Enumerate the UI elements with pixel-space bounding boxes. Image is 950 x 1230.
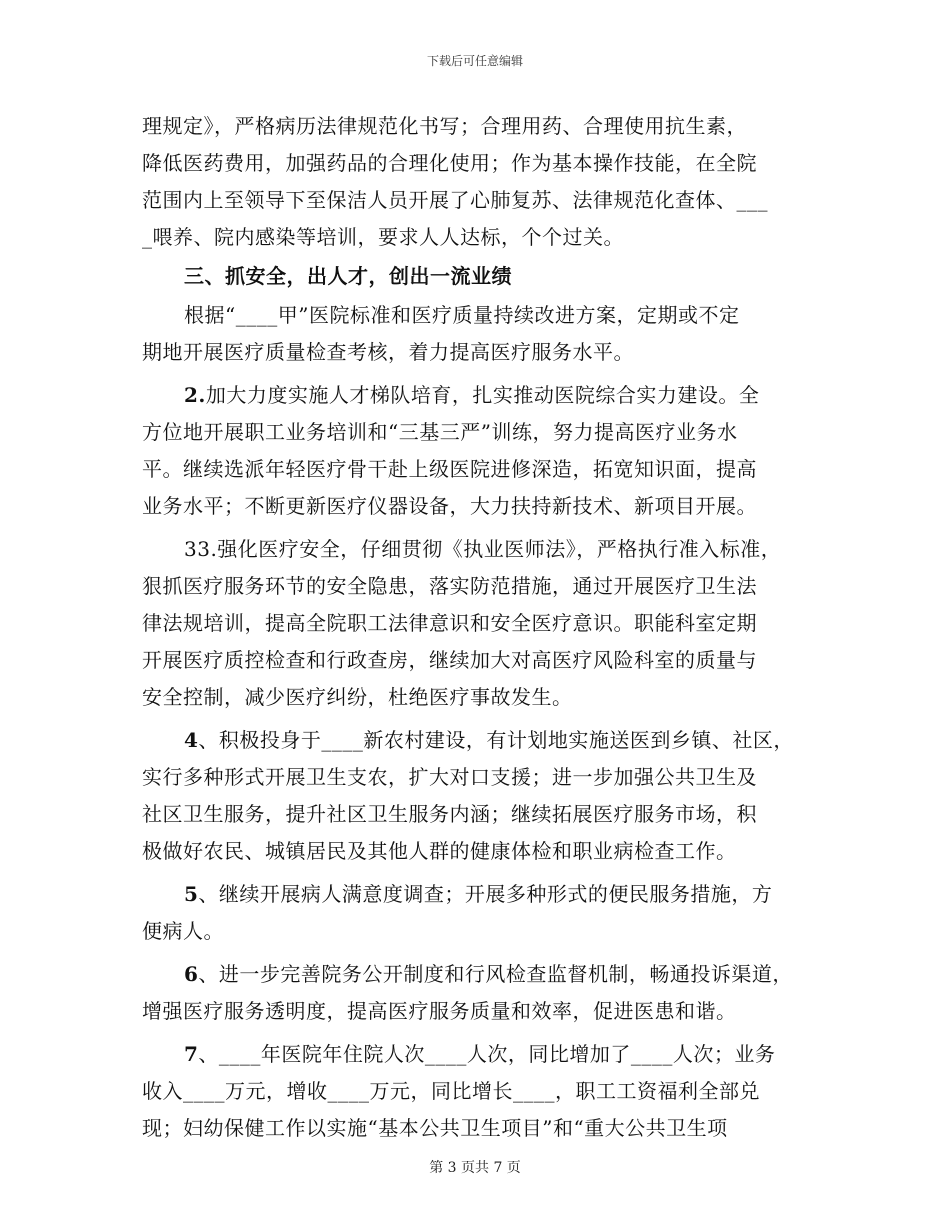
paragraph-continuation <box>142 108 808 256</box>
text-line: 实行多种形式开展卫生支农，扩大对口支援；进一步加强公共卫生及 <box>142 765 757 789</box>
text-line <box>142 722 808 759</box>
document-body <box>142 108 808 1147</box>
paragraph-standards <box>142 297 808 371</box>
paragraph-item-4 <box>142 722 808 870</box>
text-line: 安全控制，减少医疗纠纷，杜绝医疗事故发生。 <box>142 685 573 709</box>
text-line: _喂养、院内感染等培训，要求人人达标，个个过关。 <box>142 225 624 249</box>
paragraph-item-5 <box>142 876 808 950</box>
item-number: 6 <box>184 962 199 986</box>
text-line <box>142 956 808 993</box>
paragraph-item-3 <box>142 531 808 716</box>
text-line: 业务水平；不断更新医疗仪器设备，大力扶持新技术、新项目开展。 <box>142 494 757 518</box>
item-text: 、进一步完善院务公开制度和行风检查监督机制，畅通投诉渠道， <box>198 962 793 986</box>
text-line: 社区卫生服务，提升社区卫生服务内涵；继续拓展医疗服务市场，积 <box>142 802 757 826</box>
item-number: 2. <box>184 383 206 407</box>
header-note: 下载后可任意编辑 <box>426 54 523 68</box>
text-line: 增强医疗服务透明度，提高医疗服务质量和效率，促进医患和谐。 <box>142 999 737 1023</box>
text-line: 收入____万元，增收____万元，同比增长____，职工工资福利全部兑 <box>142 1079 760 1103</box>
text-line: 平。继续选派年轻医疗骨干赴上级医院进修深造，拓宽知识面，提高 <box>142 457 757 481</box>
text-line: 极做好农民、城镇居民及其他人群的健康体检和职业病检查工作。 <box>142 839 737 863</box>
item-text: 、继续开展病人满意度调查；开展多种形式的便民服务措施，方 <box>198 882 773 906</box>
text-line: 方位地开展职工业务培训和“三基三严”训练，努力提高医疗业务水 <box>142 420 738 444</box>
text-line: 律法规培训，提高全院职工法律意识和安全医疗意识。职能科室定期 <box>142 611 757 635</box>
text-line: 期地开展医疗质量检查考核，着力提高医疗服务水平。 <box>142 340 634 364</box>
text-line <box>142 1036 808 1073</box>
text-line: 理规定》，严格病历法律规范化书写；合理用药、合理使用抗生素， <box>142 114 747 138</box>
text-line <box>142 876 808 913</box>
paragraph-item-6 <box>142 956 808 1030</box>
item-number: 7 <box>184 1042 199 1066</box>
item-number: 5 <box>184 882 199 906</box>
heading-text: 三、抓安全，出人才，创出一流业绩 <box>184 264 512 288</box>
text-line: 根据“____甲”医院标准和医疗质量持续改进方案，定期或不定 <box>184 303 740 327</box>
text-line: 便病人。 <box>142 919 224 943</box>
page-number: 第 3 页共 7 页 <box>429 1160 521 1176</box>
text-line: 开展医疗质控检查和行政查房，继续加大对高医疗风险科室的质量与 <box>142 648 757 672</box>
text-line: 33.强化医疗安全，仔细贯彻《执业医师法》，严格执行准入标准， <box>184 537 782 561</box>
item-text: 、积极投身于____新农村建设，有计划地实施送医到乡镇、社区， <box>198 728 794 752</box>
item-text: 加大力度实施人才梯队培育，扎实推动医院综合实力建设。全 <box>205 383 760 407</box>
item-number: 4 <box>184 728 199 752</box>
paragraph-item-2 <box>142 377 808 525</box>
paragraph-item-7 <box>142 1036 808 1147</box>
section-heading <box>142 258 808 295</box>
text-line <box>142 377 808 414</box>
text-line: 范围内上至领导下至保洁人员开展了心肺复苏、法律规范化查体、___ <box>142 188 768 212</box>
text-line: 狠抓医疗服务环节的安全隐患，落实防范措施，通过开展医疗卫生法 <box>142 574 757 598</box>
text-line: 降低医药费用，加强药品的合理化使用；作为基本操作技能，在全院 <box>142 151 757 175</box>
item-text: 、____年医院年住院人次____人次，同比增加了____人次；业务 <box>198 1042 776 1066</box>
text-line: 现；妇幼保健工作以实施“基本公共卫生项目”和“重大公共卫生项 <box>142 1116 728 1140</box>
